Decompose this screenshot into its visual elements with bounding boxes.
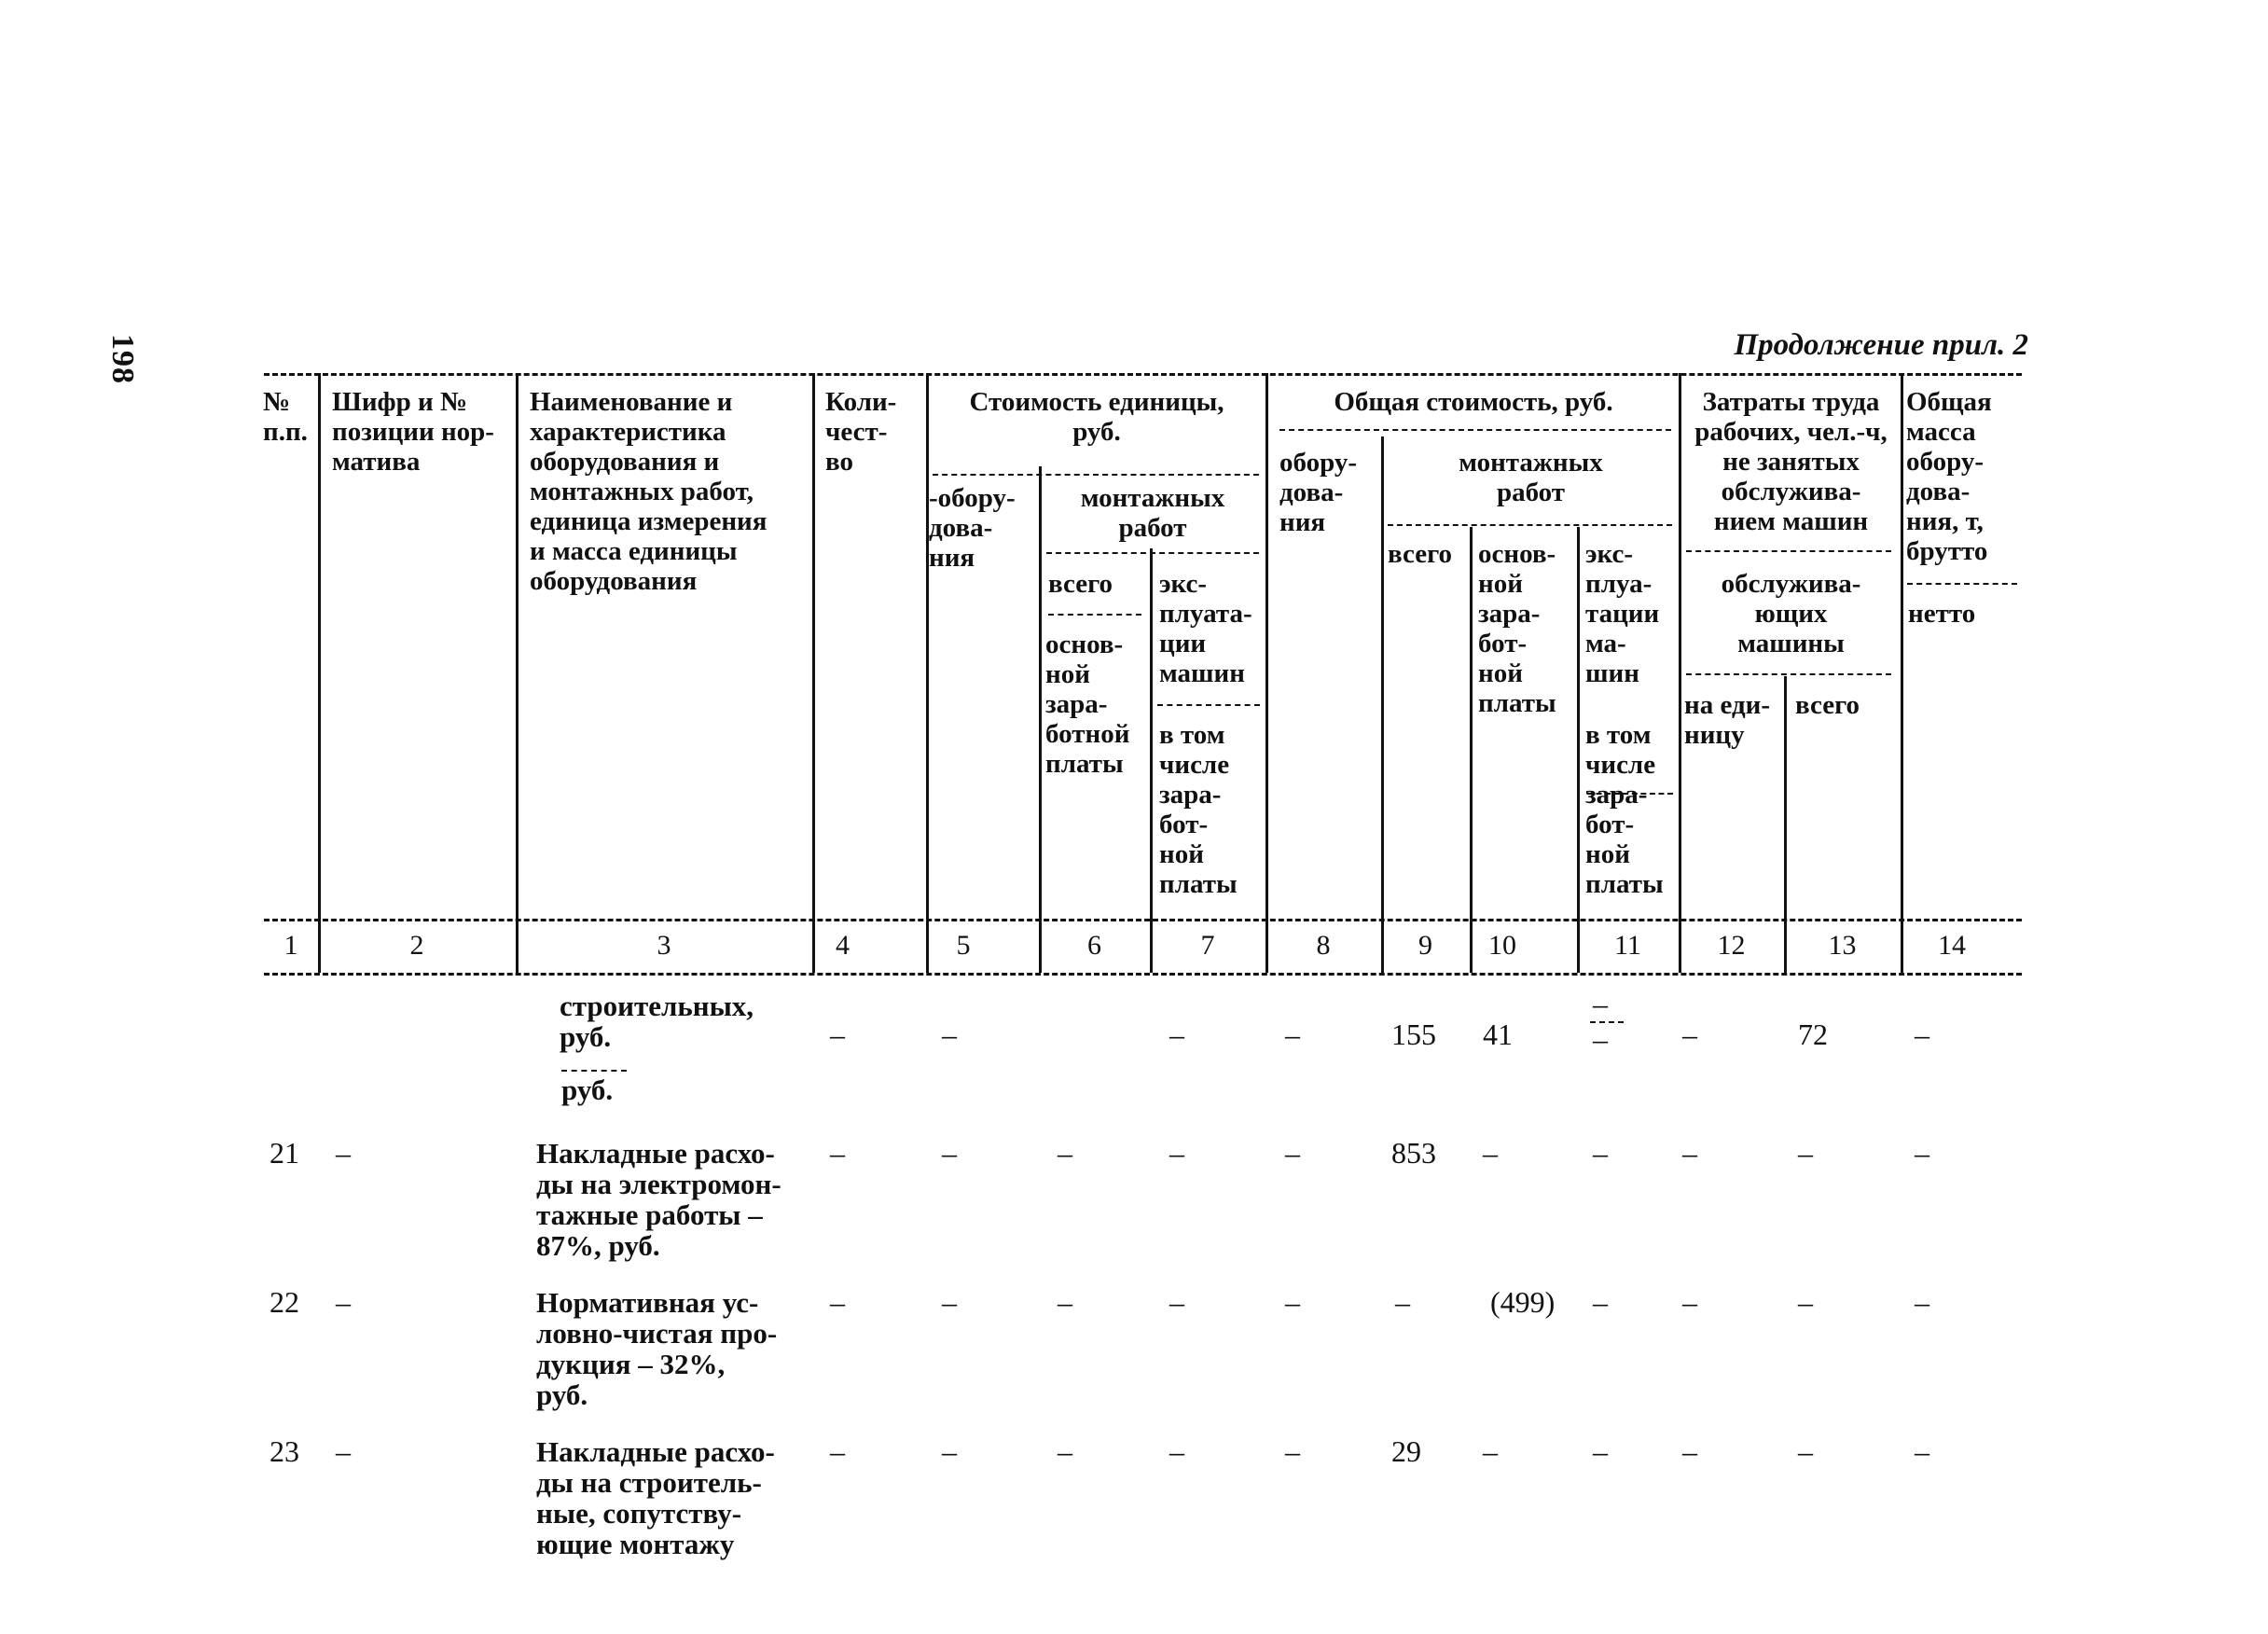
cell-c6: – xyxy=(1058,1285,1072,1319)
col-divider xyxy=(1470,527,1473,973)
header-labor-unit: на еди- ницу xyxy=(1684,690,1770,750)
col-divider xyxy=(318,373,321,973)
column-number: 6 xyxy=(1087,930,1101,961)
subheader-rule xyxy=(1157,704,1260,706)
cell-c4: – xyxy=(830,1285,845,1319)
header-unit-total-wage: всего xyxy=(1048,569,1113,599)
cell-c9: 155 xyxy=(1391,1018,1436,1051)
column-number: 10 xyxy=(1488,930,1516,961)
column-number: 8 xyxy=(1316,930,1331,961)
cell-c8: – xyxy=(1285,1285,1300,1319)
column-number: 1 xyxy=(284,930,298,961)
cell-c13: – xyxy=(1798,1136,1813,1170)
header-labor-total: всего xyxy=(1795,690,1860,720)
cell-c12: – xyxy=(1682,1434,1697,1468)
column-number: 3 xyxy=(657,930,671,961)
cell-no: 22 xyxy=(270,1285,299,1319)
column-number: 11 xyxy=(1614,930,1641,961)
header-unit-base-wage: основ- ной зара- ботной платы xyxy=(1045,630,1130,779)
header-total-all: всего xyxy=(1388,539,1453,569)
col-divider xyxy=(1784,676,1787,973)
col-divider xyxy=(516,373,519,973)
header-labor-service: обслужива- ющих машины xyxy=(1721,569,1861,658)
cell-c14: – xyxy=(1915,1285,1929,1319)
cell-c12: – xyxy=(1682,1018,1697,1051)
subheader-rule xyxy=(1907,583,2017,585)
cell-c4: – xyxy=(830,1136,845,1170)
header-mass: Общая масса обору- дова- ния, т, брутто xyxy=(1906,387,1992,566)
cell-c7: – xyxy=(1169,1018,1184,1051)
cell-c5: – xyxy=(942,1018,957,1051)
cell-c14: – xyxy=(1915,1018,1929,1051)
col-divider xyxy=(1381,436,1384,973)
cell-c7: – xyxy=(1169,1136,1184,1170)
header-qty: Коли- чест- во xyxy=(825,387,897,477)
cell-c13: – xyxy=(1798,1285,1813,1319)
header-no: № п.п. xyxy=(263,387,308,447)
subheader-rule xyxy=(933,474,1259,476)
cell-c9: 29 xyxy=(1391,1434,1421,1468)
cell-code: – xyxy=(336,1285,351,1319)
column-number: 7 xyxy=(1200,930,1215,961)
cell-c9: – xyxy=(1395,1285,1410,1319)
row-name: строительных, руб. xyxy=(560,990,754,1053)
cell-no: 21 xyxy=(270,1136,299,1170)
col-divider xyxy=(1577,527,1580,973)
col-divider xyxy=(1901,373,1903,973)
cell-c8: – xyxy=(1285,1018,1300,1051)
cell-c14: – xyxy=(1915,1136,1929,1170)
column-number: 5 xyxy=(956,930,971,961)
header-total-base: основ- ной зара- бот- ной платы xyxy=(1478,539,1556,718)
cell-c7: – xyxy=(1169,1434,1184,1468)
page-number: 198 xyxy=(105,334,140,384)
header-unit-mount: монтажных работ xyxy=(1080,483,1225,543)
header-unit-machine: экс- плуата- ции машин xyxy=(1159,569,1252,688)
row-name: Накладные расхо- ды на электромон- тажные работы – 87%, руб. xyxy=(536,1137,781,1262)
table-top-rule xyxy=(264,373,2022,376)
header-bottom-rule xyxy=(264,919,2022,921)
cell-c7: – xyxy=(1169,1285,1184,1319)
cell-code: – xyxy=(336,1136,351,1170)
subheader-rule xyxy=(1046,552,1259,554)
column-number: 4 xyxy=(836,930,850,961)
row-name: Нормативная ус- ловно-чистая про- дукция – 32%, руб. xyxy=(536,1286,778,1411)
cell-c11: – xyxy=(1593,1136,1608,1170)
header-total-equip: обору- дова- ния xyxy=(1279,448,1358,537)
cell-c13: – xyxy=(1798,1434,1813,1468)
cell-c5: – xyxy=(942,1136,957,1170)
cell-c13: 72 xyxy=(1798,1018,1828,1051)
header-code: Шифр и № позиции нор- матива xyxy=(332,387,494,477)
cell-c10: 41 xyxy=(1483,1018,1513,1051)
header-total-machine: экс- плуа- тации ма- шин xyxy=(1585,539,1660,688)
column-number: 9 xyxy=(1418,930,1432,961)
cell-c12: – xyxy=(1682,1136,1697,1170)
cell-c5: – xyxy=(942,1285,957,1319)
col-divider xyxy=(1150,548,1153,973)
cell-c12: – xyxy=(1682,1285,1697,1319)
cell-c10: – xyxy=(1483,1136,1498,1170)
cell-c8: – xyxy=(1285,1434,1300,1468)
cell-c9: 853 xyxy=(1391,1136,1436,1170)
row-name: Накладные расхо- ды на строитель- ные, сопутству- ющие монтажу xyxy=(536,1435,775,1560)
col-divider xyxy=(1265,373,1268,973)
cell-code: – xyxy=(336,1434,351,1468)
header-total-mount: монтажных работ xyxy=(1459,448,1603,507)
cell-c8: – xyxy=(1285,1136,1300,1170)
column-number: 13 xyxy=(1828,930,1857,961)
header-total-cost: Общая стоимость, руб. xyxy=(1334,387,1613,417)
cell-c11: – xyxy=(1593,1434,1608,1468)
cell-c6: – xyxy=(1058,1136,1072,1170)
header-total-machine-wage: в том числе зара- бот- ной платы xyxy=(1585,720,1664,899)
subheader-rule xyxy=(1279,429,1671,431)
column-number: 14 xyxy=(1938,930,1966,961)
subheader-rule xyxy=(1388,524,1672,526)
table-caption: Продолжение прил. 2 xyxy=(1734,328,2028,362)
cell-c10: – xyxy=(1483,1434,1498,1468)
subheader-rule xyxy=(1686,673,1891,675)
column-number: 2 xyxy=(409,930,424,961)
cell-c11: – xyxy=(1593,1285,1608,1319)
subheader-rule xyxy=(1048,614,1141,616)
row-name-divider xyxy=(561,1070,627,1072)
header-unit-machine-wage: в том числе зара- бот- ной платы xyxy=(1159,720,1238,899)
column-number: 12 xyxy=(1717,930,1746,961)
cell-c10: (499) xyxy=(1490,1285,1556,1319)
col-divider xyxy=(812,373,815,973)
header-labor: Затраты труда рабочих, чел.-ч, не занятых обслужива- нием машин xyxy=(1694,387,1888,536)
header-unit-equip: -обору- дова- ния xyxy=(929,483,1016,573)
cell-c11: – – xyxy=(1593,990,1626,1052)
row-name-sub: руб. xyxy=(561,1073,614,1106)
cell-c4: – xyxy=(830,1434,845,1468)
numbers-bottom-rule xyxy=(264,973,2022,976)
cell-c5: – xyxy=(942,1434,957,1468)
header-unit-cost: Стоимость единицы, руб. xyxy=(969,387,1224,447)
cell-c6: – xyxy=(1058,1434,1072,1468)
cell-c4: – xyxy=(830,1018,845,1051)
header-name: Наименование и характеристика оборудования и монтажных работ, единица измерения и масса единицы оборудования xyxy=(530,387,768,596)
header-mass-net: нетто xyxy=(1908,599,1976,629)
col-divider xyxy=(926,373,929,973)
cell-no: 23 xyxy=(270,1434,299,1468)
cell-c14: – xyxy=(1915,1434,1929,1468)
subheader-rule xyxy=(1686,550,1891,552)
